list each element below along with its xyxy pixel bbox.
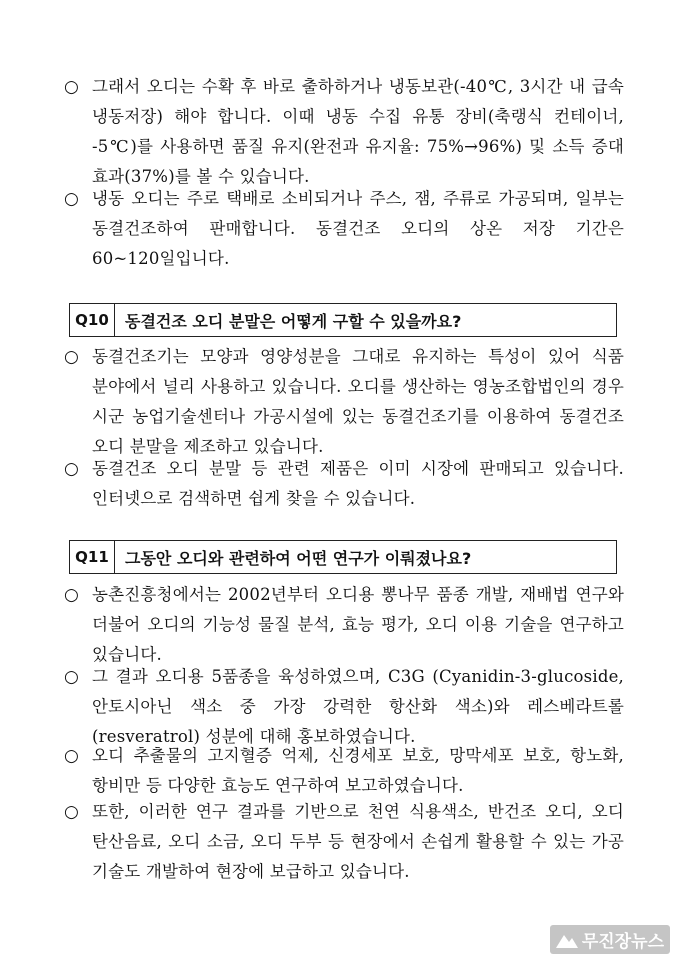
question-header-q11 — [69, 540, 617, 574]
paragraph: 오디 추출물의 고지혈증 억제, 신경세포 보호, 망막세포 보호, 항노화, 항비만 등 다양한 효능도 연구하여 보고하였습니다. — [92, 746, 624, 795]
circle-bullet-icon: ○ — [64, 746, 79, 766]
paragraph: 또한, 이러한 연구 결과를 기반으로 천연 식용색소, 반건조 오디, 오디 탄산음료, 오디 소금, 오디 두부 등 현장에서 손쉽게 활용할 수 있는 가공 기술도 개발하여 현장에 보급하고 있습니다. — [92, 802, 624, 881]
paragraph: 그래서 오디는 수확 후 바로 출하하거나 냉동보관(-40℃, 3시간 내 급속 냉동저장) 해야 합니다. 이때 냉동 수집 유통 장비(축랭식 컨테이너, -5℃)를 사용하면 품질 유지(완전과 유지율: 75%→96%) 및 소득 증대 효과(37%)를 볼 수 있습니다. — [92, 77, 624, 186]
list-item — [64, 72, 624, 192]
circle-bullet-icon: ○ — [64, 347, 79, 367]
list-item — [64, 184, 624, 274]
watermark — [550, 925, 670, 954]
list-item — [64, 797, 624, 887]
list-item — [64, 454, 624, 514]
circle-bullet-icon: ○ — [64, 667, 79, 687]
question-number: Q10 — [70, 304, 115, 336]
circle-bullet-icon: ○ — [64, 802, 79, 822]
list-item — [64, 342, 624, 462]
question-number: Q11 — [70, 541, 115, 573]
list-item — [64, 580, 624, 670]
question-header-q10 — [69, 303, 617, 337]
paragraph: 동결건조 오디 분말 등 관련 제품은 이미 시장에 판매되고 있습니다. 인터넷으로 검색하면 쉽게 찾을 수 있습니다. — [92, 459, 624, 508]
mountain-logo-icon — [556, 932, 578, 948]
circle-bullet-icon: ○ — [64, 189, 79, 209]
watermark-text: 무진장뉴스 — [581, 932, 664, 952]
paragraph: 그 결과 오디용 5품종을 육성하였으며, C3G (Cyanidin-3-glucoside, 안토시아닌 색소 중 가장 강력한 항산화 색소)와 레스베라트롤(resveratrol) 성분에 대해 홍보하였습니다. — [92, 667, 624, 746]
question-title: 동결건조 오디 분말은 어떻게 구할 수 있을까요? — [125, 311, 462, 331]
paragraph: 동결건조기는 모양과 영양성분을 그대로 유지하는 특성이 있어 식품 분야에서 널리 사용하고 있습니다. 오디를 생산하는 영농조합법인의 경우 시군 농업기술센터나 가공시설에 있는 동결건조기를 이용하여 동결건조 오디 분말을 제조하고 있습니다. — [92, 347, 624, 456]
paragraph: 농촌진흥청에서는 2002년부터 오디용 뽕나무 품종 개발, 재배법 연구와 더불어 오디의 기능성 물질 분석, 효능 평가, 오디 이용 기술을 연구하고 있습니다. — [92, 585, 624, 664]
circle-bullet-icon: ○ — [64, 77, 79, 97]
question-title: 그동안 오디와 관련하여 어떤 연구가 이뤄졌나요? — [125, 548, 472, 568]
circle-bullet-icon: ○ — [64, 585, 79, 605]
list-item — [64, 662, 624, 752]
paragraph: 냉동 오디는 주로 택배로 소비되거나 주스, 잼, 주류로 가공되며, 일부는 동결건조하여 판매합니다. 동결건조 오디의 상온 저장 기간은 60~120일입니다. — [92, 189, 624, 268]
circle-bullet-icon: ○ — [64, 459, 79, 479]
list-item — [64, 741, 624, 801]
